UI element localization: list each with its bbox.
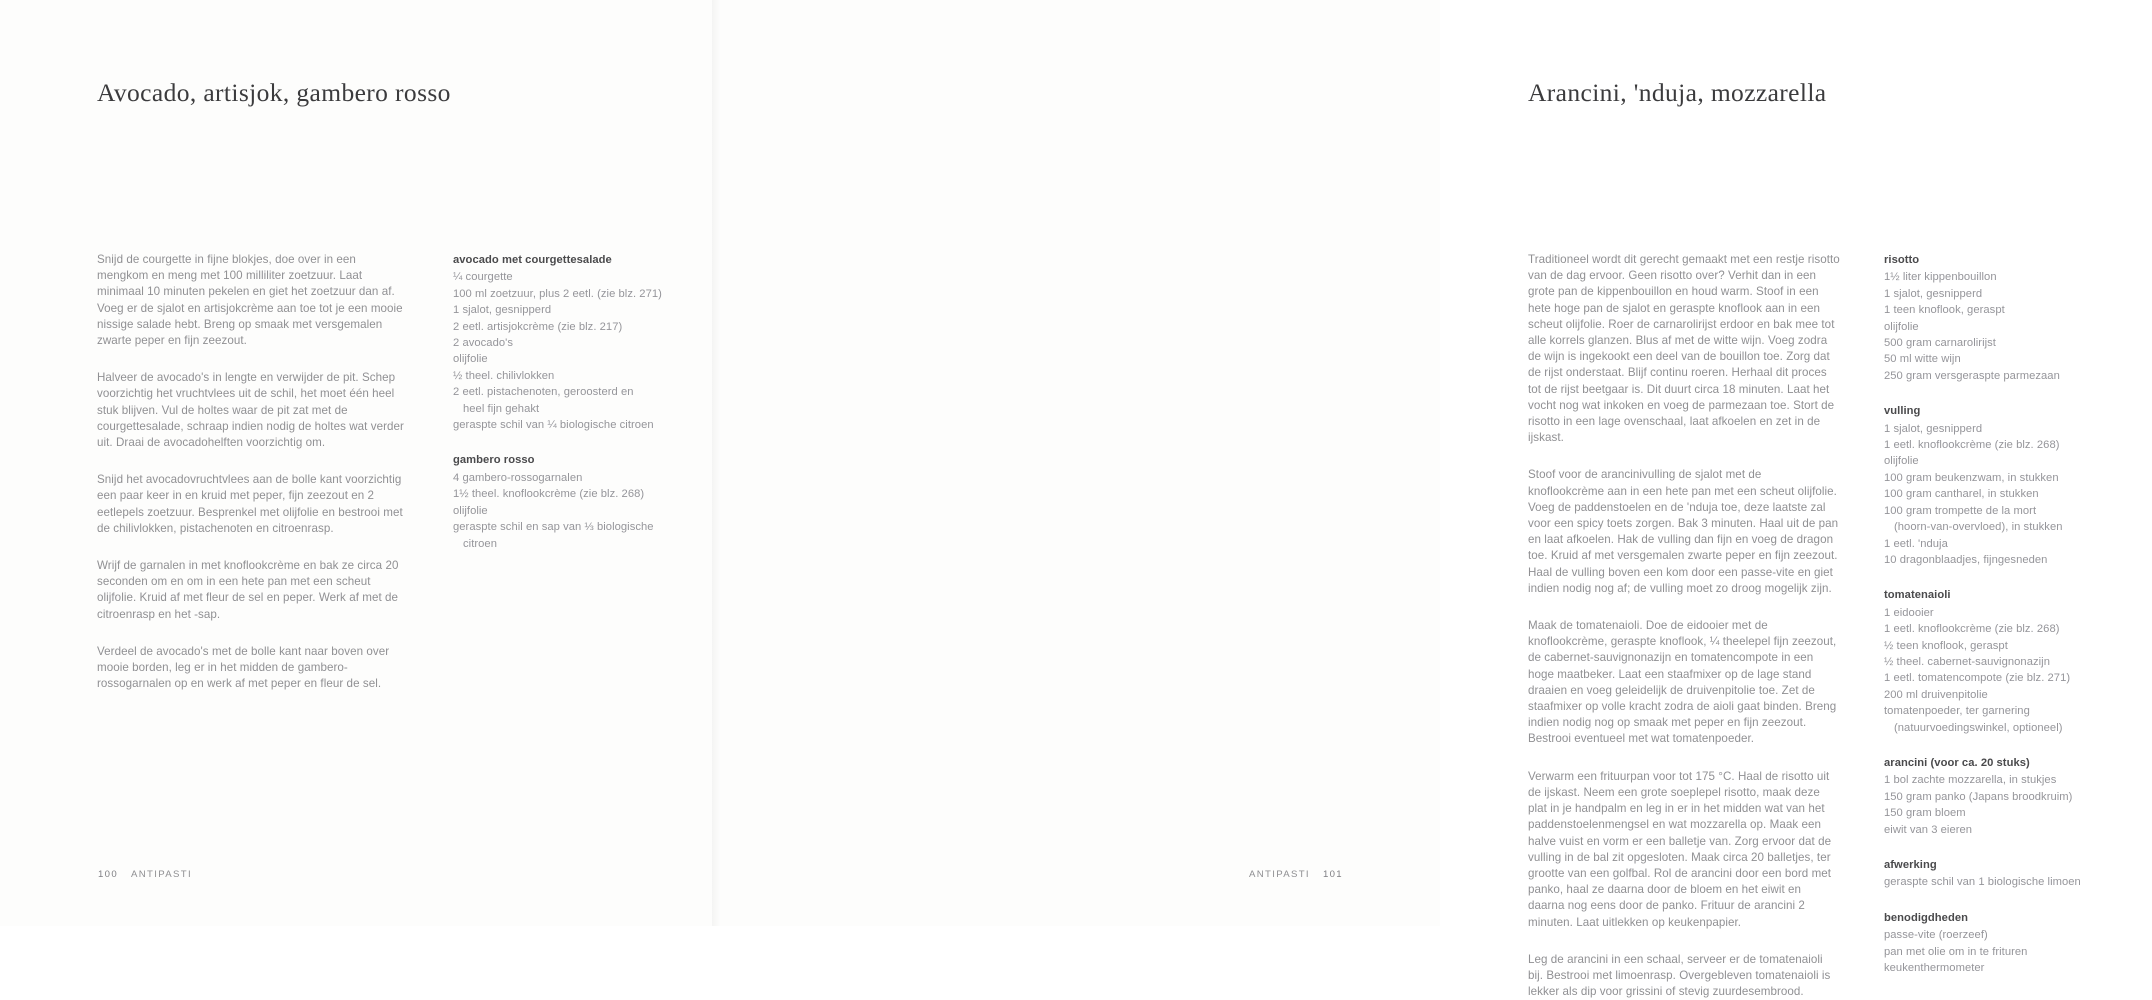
- ingredient-item: ½ theel. chilivlokken: [453, 369, 555, 382]
- method-paragraph: Maak de tomatenaioli. Doe de eidooier met de knoflookcrème, geraspte knoflook, ¼ theelepel fijn zeezout, de cabernet-sauvignonazijn en tomatencompote in een hoge maatbeker. Laat een staafmixer op de lage stand draaien en voeg geleidelijk de druivenpitolie toe. Zet de staafmixer op volle kracht zodra de aioli gaat binden. Breng indien nodig nog op smaak met peper en fijn zeezout. Bestrooi eventueel met wat tomatenpoeder.: [1528, 619, 1837, 746]
- left-page: [0, 0, 720, 926]
- method-paragraph: Stoof voor de arancinivulling de sjalot met de knoflookcrème aan in een hete pan met een scheut olijfolie. Voeg de paddenstoelen en de 'nduja toe, deze laatste zal voor een spicy toets zorgen. Bak 3 minuten. Haal uit de pan en laat afkoelen. Hak de vulling dan fijn en voeg de dragon toe. Kruid af met versgemalen zwarte peper en fijn zeezout. Haal de vulling boven een kom door een passe-vite en giet indien nodig nog af; de vulling moet zo droog mogelijk zijn.: [1528, 468, 1839, 595]
- method-paragraph: Verdeel de avocado's met de bolle kant naar boven over mooie borden, leg er in het midden de gambero-rossogarnalen op en werk af met peper en fleur de sel.: [97, 644, 390, 691]
- ingredient-list: [1884, 874, 2152, 890]
- ingredient-item: 250 gram versgeraspte parmezaan: [1884, 369, 2060, 382]
- ingredient-item: eiwit van 3 eieren: [1884, 823, 1973, 836]
- ingredient-item: keukenthermometer: [1884, 962, 1985, 975]
- ingredient-item: heel fijn gehakt: [463, 402, 540, 415]
- section-name-right: ANTIPASTI: [1248, 869, 1310, 880]
- ingredient-group-heading: tomatenaioli: [1884, 589, 1951, 602]
- method-paragraph: Wrijf de garnalen in met knoflookcrème en bak ze circa 20 seconden om en om in een hete pan met een scheut olijfolie. Kruid af met fleur de sel en peper. Werk af met de citroenrasp en het -sap.: [97, 559, 399, 621]
- ingredient-item: 100 gram cantharel, in stukken: [1884, 488, 2039, 501]
- ingredient-item: tomatenpoeder, ter garnering: [1884, 705, 2030, 718]
- ingredient-item: 50 ml witte wijn: [1884, 353, 1961, 366]
- ingredient-group: [1884, 910, 2152, 977]
- ingredient-group: [453, 252, 721, 433]
- ingredient-group: [1884, 403, 2152, 568]
- ingredient-item: 2 eetl. artisjokcrème (zie blz. 217): [453, 320, 623, 333]
- ingredient-group: [1884, 755, 2152, 838]
- ingredient-item: 200 ml druivenpitolie: [1884, 688, 1988, 701]
- ingredient-item: 1 sjalot, gesnipperd: [1884, 422, 1983, 435]
- ingredient-item: 1 teen knoflook, geraspt: [1884, 304, 2005, 317]
- ingredient-item: ½ teen knoflook, geraspt: [1884, 639, 2008, 652]
- ingredient-item: 4 gambero-rossogarnalen: [453, 471, 583, 484]
- ingredient-item: geraspte schil van ¼ biologische citroen: [453, 419, 654, 432]
- ingredient-list: [453, 269, 721, 433]
- ingredient-item: geraspte schil van 1 biologische limoen: [1884, 876, 2081, 889]
- ingredient-item: 1 eetl. knoflookcrème (zie blz. 268): [1884, 623, 2060, 636]
- ingredient-group-heading: risotto: [1884, 254, 1920, 266]
- ingredient-group-heading: avocado met courgettesalade: [453, 254, 612, 266]
- ingredient-item: passe-vite (roerzeef): [1884, 929, 1988, 942]
- page-number-left: 100: [98, 869, 119, 880]
- ingredient-item: olijfolie: [1884, 320, 1919, 333]
- ingredient-item: 100 ml zoetzuur, plus 2 eetl. (zie blz. 271): [453, 287, 662, 300]
- right-ingredients-column: [1884, 252, 2152, 1000]
- ingredient-list: [1884, 269, 2152, 384]
- ingredient-item: 100 gram trompette de la mort: [1884, 504, 2037, 517]
- ingredient-list: [453, 470, 721, 552]
- folio-left: [98, 869, 192, 880]
- ingredient-item: 150 gram bloem: [1884, 807, 1966, 820]
- method-paragraph: Leg de arancini in een schaal, serveer er de tomatenaioli bij. Bestrooi met limoenrasp. Overgebleven tomatenaioli is lekker als dip voor grissini of stevig zuurdesembrood.: [1528, 952, 1831, 999]
- ingredient-group-heading: benodigdheden: [1884, 911, 1969, 924]
- ingredient-item: 1 eetl. 'nduja: [1884, 537, 1948, 550]
- left-page-columns: [97, 252, 721, 692]
- ingredient-item: ½ theel. cabernet-sauvignonazijn: [1884, 655, 2050, 668]
- ingredient-item: (natuurvoedingswinkel, optioneel): [1894, 721, 2063, 734]
- method-paragraph: Traditioneel wordt dit gerecht gemaakt met een restje risotto van de dag ervoor. Geen risotto over? Verhit dan in een grote pan de kippenbouillon en houd warm. Stoof in een hete hoge pan de sjalot en geraspte knoflook aan in een scheut olijfolie. Roer de carnarolirijst erdoor en bak mee tot alle korrels glanzen. Blus af met de witte wijn. Voeg zodra de wijn is ingekookt een deel van de bouillon toe. Zorg dat de rijst onderstaat. Blijf continu roeren. Herhaal dit proces tot de rijst beetgaar is. Dit duurt circa 18 minuten. Laat het vocht nog wat inkoken en voeg de parmezaan toe. Stort de risotto in een lage ovenschaal, laat afkoelen en zet in de ijskast.: [1528, 253, 1840, 445]
- right-page-columns: [1528, 252, 2152, 1000]
- ingredient-item: 1 eidooier: [1884, 606, 1934, 619]
- ingredient-group-heading: vulling: [1884, 405, 1921, 418]
- ingredient-item: 1 sjalot, gesnipperd: [453, 304, 552, 317]
- ingredient-item: 1 eetl. tomatencompote (zie blz. 271): [1884, 672, 2071, 685]
- ingredient-list: [1884, 927, 2152, 976]
- ingredient-item: pan met olie om in te frituren: [1884, 945, 2028, 958]
- folio-right: [1249, 869, 1343, 880]
- method-paragraph: Verwarm een frituurpan voor tot 175 °C. Haal de risotto uit de ijskast. Neem een grote soeplepel risotto, maak deze plat in je handpalm en leg in er in het midden wat van het paddenstoelenmengsel en wat mozzarella op. Maak een halve vuist en vorm er een balletje van. Zorg ervoor dat de vulling in de bal zit opgesloten. Maak circa 20 balletjes, ter grootte van een golfbal. Rol de arancini door een bord met panko, haal ze daarna door de bloem en het eiwit en daarna nog eens door de panko. Frituur de arancini 2 minuten. Laat uitlekken op keukenpapier.: [1528, 769, 1832, 929]
- ingredient-item: olijfolie: [453, 504, 488, 517]
- recipe-title-right: Arancini, 'nduja, mozzarella: [1528, 78, 1827, 107]
- ingredient-list: [1884, 772, 2152, 838]
- ingredient-item: (hoorn-van-overvloed), in stukken: [1894, 521, 2063, 534]
- method-paragraph: Halveer de avocado's in lengte en verwijder de pit. Schep voorzichtig het vruchtvlees uit de schil, het moet één heel stuk blijven. Vul de holtes waar de pit zat met de courgettesalade, schraap indien nodig de holtes wat verder uit. Draai de avocadohelften voorzichtig om.: [97, 371, 404, 450]
- ingredient-item: olijfolie: [1884, 455, 1919, 468]
- section-name-left: ANTIPASTI: [131, 869, 193, 880]
- ingredient-item: 1 sjalot, gesnipperd: [1884, 287, 1983, 300]
- recipe-title-left: Avocado, artisjok, gambero rosso: [97, 78, 451, 107]
- ingredient-list: [1884, 605, 2152, 736]
- ingredient-group-heading: afwerking: [1884, 859, 1937, 871]
- ingredient-group-heading: arancini (voor ca. 20 stuks): [1884, 756, 2030, 769]
- ingredient-item: geraspte schil en sap van ⅓ biologische: [453, 521, 654, 534]
- ingredient-item: 500 gram carnarolirijst: [1884, 337, 1996, 350]
- method-paragraph: Snijd de courgette in fijne blokjes, doe over in een mengkom en meng met 100 milliliter zoetzuur. Laat minimaal 10 minuten pekelen en giet het zoetzuur dan af. Voeg er de sjalot en artisjokcrème aan toe tot je een mooie nissige salade hebt. Breng op smaak met versgemalen zwarte peper en fijn zeezout.: [97, 253, 403, 348]
- ingredient-group: [453, 452, 721, 551]
- ingredient-item: ¼ courgette: [453, 271, 513, 284]
- ingredient-group: [1884, 587, 2152, 736]
- ingredient-item: 2 avocado's: [453, 337, 513, 350]
- ingredient-item: 10 dragonblaadjes, fijngesneden: [1884, 553, 2048, 566]
- ingredient-item: citroen: [463, 537, 497, 550]
- ingredient-item: 1½ theel. knoflookcrème (zie blz. 268): [453, 488, 645, 501]
- ingredient-group: [1884, 252, 2152, 384]
- ingredient-item: 100 gram beukenzwam, in stukken: [1884, 471, 2059, 484]
- right-page: [720, 0, 2081, 999]
- ingredient-list: [1884, 421, 2152, 569]
- ingredient-item: 1½ liter kippenbouillon: [1884, 271, 1997, 284]
- ingredient-item: 1 bol zachte mozzarella, in stukjes: [1884, 774, 2057, 787]
- left-method-column: [97, 252, 409, 692]
- right-method-column: [1528, 252, 1840, 1000]
- ingredient-item: 150 gram panko (Japans broodkruim): [1884, 790, 2073, 803]
- left-ingredients-column: [453, 252, 721, 692]
- ingredient-item: olijfolie: [453, 353, 488, 366]
- method-paragraph: Snijd het avocadovruchtvlees aan de bolle kant voorzichtig een paar keer in en kruid met peper, fijn zeezout en 2 eetlepels zoetzuur. Besprenkel met olijfolie en bestrooi met de chilivlokken, pistachenoten en citroenrasp.: [97, 473, 403, 535]
- ingredient-group-heading: gambero rosso: [453, 454, 535, 467]
- ingredient-group: [1884, 857, 2152, 891]
- page-number-right: 101: [1322, 869, 1343, 880]
- ingredient-item: 1 eetl. knoflookcrème (zie blz. 268): [1884, 439, 2060, 452]
- ingredient-item: 2 eetl. pistachenoten, geroosterd en: [453, 386, 634, 399]
